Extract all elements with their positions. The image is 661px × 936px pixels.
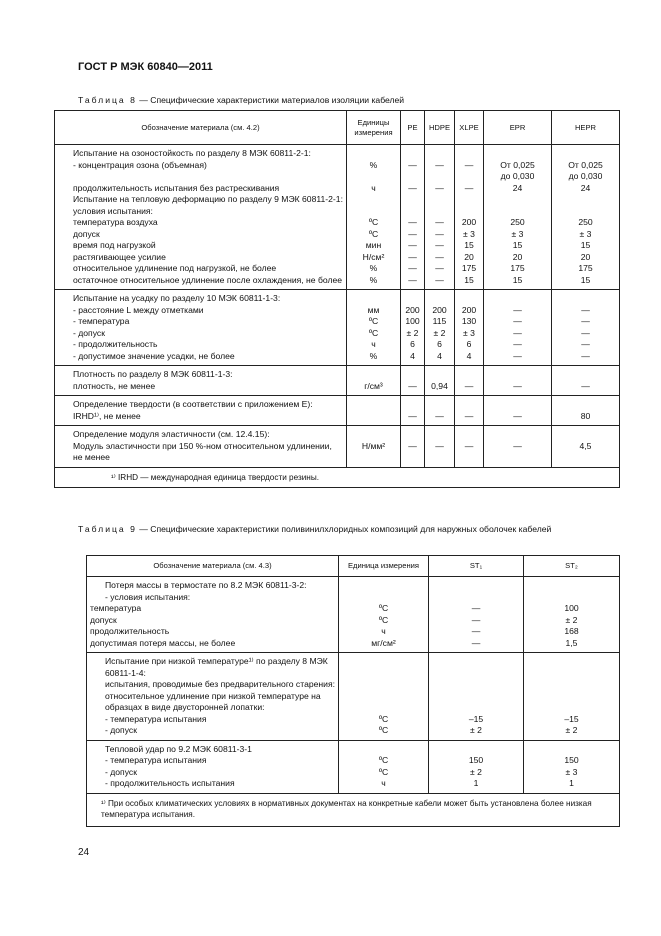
- t8-cell-unit: [347, 194, 401, 206]
- t8-cell-hdpe: —: [425, 229, 455, 241]
- t8-cell-text: продолжительность испытания без растрескивания: [55, 183, 347, 195]
- t8-cell-text: - допуск: [55, 328, 347, 340]
- t8-cell-xlpe: —: [455, 183, 484, 195]
- t8-cell-epr: 15: [484, 240, 552, 252]
- t9-cell-text: испытания, проводимые без предварительного старения:: [87, 679, 339, 691]
- t9-cell-st2: [524, 691, 620, 714]
- t8-cell-hepr: 80: [552, 411, 620, 426]
- t8-cell-epr: 24: [484, 183, 552, 195]
- t8-cell-hdpe: [425, 396, 455, 411]
- t9-cell-st2: [524, 653, 620, 680]
- t9-cell-unit: [339, 691, 429, 714]
- t8-cell-hdpe: —: [425, 275, 455, 290]
- t8-cell-epr: —: [484, 351, 552, 366]
- t9-row: [87, 615, 620, 627]
- t8-cell-xlpe: 4: [455, 351, 484, 366]
- t9-cell-st1: —: [429, 603, 524, 615]
- t9-cell-st1: ± 2: [429, 725, 524, 740]
- t8-cell-text: - продолжительность: [55, 339, 347, 351]
- t8-cell-pe: [401, 426, 425, 441]
- t8-cell-text: Плотность по разделу 8 МЭК 60811-1-3:: [55, 366, 347, 381]
- t9-row: [87, 725, 620, 740]
- t9-cell-text: относительное удлинение при низкой температуре на образцах в виде двусторонней лопатки:: [87, 691, 339, 714]
- t8-row: [55, 290, 620, 305]
- t9-cell-st2: [524, 577, 620, 592]
- t8-row: [55, 351, 620, 366]
- t8-cell-hdpe: [425, 206, 455, 218]
- t8-cell-pe: —: [401, 252, 425, 264]
- t8-cell-hepr: ± 3: [552, 229, 620, 241]
- t8-row: [55, 366, 620, 381]
- t8-cell-unit: ºC: [347, 217, 401, 229]
- t8-row: [55, 263, 620, 275]
- t9-cell-text: Испытание при низкой температуре¹⁾ по разделу 8 МЭК 60811-1-4:: [87, 653, 339, 680]
- t8-row: [55, 194, 620, 206]
- t8-cell-hepr: [552, 206, 620, 218]
- t9-cell-st1: 150: [429, 755, 524, 767]
- table9-caption: [78, 523, 618, 536]
- t8-cell-xlpe: 130: [455, 316, 484, 328]
- t8-cell-hdpe: —: [425, 160, 455, 183]
- t8-cell-text: Определение твердости (в соответствии с приложением Е):: [55, 396, 347, 411]
- t8-row: [55, 160, 620, 183]
- t8-cell-unit: ч: [347, 183, 401, 195]
- t9-cell-text: - допуск: [87, 767, 339, 779]
- t8-cell-text: - температура: [55, 316, 347, 328]
- t9-cell-st1: 1: [429, 778, 524, 793]
- t8-cell-hepr: 175: [552, 263, 620, 275]
- t8-cell-hepr: 4,5: [552, 441, 620, 468]
- table9-body: [87, 577, 620, 794]
- t8-cell-pe: —: [401, 217, 425, 229]
- t8-cell-hepr: —: [552, 339, 620, 351]
- t9-cell-unit: [339, 740, 429, 755]
- t8-cell-hdpe: 0,94: [425, 381, 455, 396]
- t9-cell-st2: 1: [524, 778, 620, 793]
- t9-header-st2: ST₂: [524, 556, 620, 577]
- t8-cell-unit: мин: [347, 240, 401, 252]
- t8-cell-xlpe: 15: [455, 275, 484, 290]
- t8-cell-pe: —: [401, 411, 425, 426]
- t8-cell-text: Модуль эластичности при 150 %-ном относительном удлинении, не менее: [55, 441, 347, 468]
- t8-cell-unit: Н/см²: [347, 252, 401, 264]
- t8-cell-hepr: [552, 426, 620, 441]
- t8-cell-epr: —: [484, 411, 552, 426]
- t9-cell-text: - температура испытания: [87, 714, 339, 726]
- t8-cell-text: Определение модуля эластичности (см. 12.4.15):: [55, 426, 347, 441]
- t8-cell-hepr: —: [552, 328, 620, 340]
- t9-cell-unit: ºC: [339, 767, 429, 779]
- t8-cell-text: Испытание на озоностойкость по разделу 8 МЭК 60811-2-1:: [55, 145, 347, 160]
- t8-cell-pe: [401, 396, 425, 411]
- t9-cell-text: - допуск: [87, 725, 339, 740]
- page-number: 24: [78, 847, 90, 858]
- t8-cell-epr: [484, 366, 552, 381]
- t8-cell-hepr: —: [552, 381, 620, 396]
- t9-header-st1: ST₁: [429, 556, 524, 577]
- t9-row: [87, 653, 620, 680]
- t8-cell-hepr: От 0,025 до 0,030: [552, 160, 620, 183]
- t8-cell-epr: [484, 145, 552, 160]
- t9-cell-st1: [429, 679, 524, 691]
- table8-title: — Специфические характеристики материалов изоляции кабелей: [136, 95, 405, 105]
- t8-cell-xlpe: —: [455, 160, 484, 183]
- t8-cell-epr: —: [484, 339, 552, 351]
- t8-cell-hepr: [552, 290, 620, 305]
- table8-label: Таблица 8: [78, 95, 137, 105]
- table9-title: — Специфические характеристики поливинилхлоридных композиций для наружных оболочек кабелей: [136, 524, 552, 534]
- t9-cell-text: Тепловой удар по 9.2 МЭК 60811-3-1: [87, 740, 339, 755]
- t9-cell-st1: [429, 653, 524, 680]
- t8-cell-xlpe: 15: [455, 240, 484, 252]
- t9-row: [87, 714, 620, 726]
- t8-row: [55, 145, 620, 160]
- t9-cell-unit: ºC: [339, 603, 429, 615]
- t9-row: [87, 740, 620, 755]
- t9-cell-st2: 168: [524, 626, 620, 638]
- table9-footnote: ¹⁾ При особых климатических условиях в нормативных документах на конкретные кабели может быть установлена более низкая температура испытания.: [87, 793, 620, 826]
- t9-cell-st1: ± 2: [429, 767, 524, 779]
- t8-cell-epr: 175: [484, 263, 552, 275]
- t8-row: [55, 411, 620, 426]
- t8-cell-hepr: [552, 145, 620, 160]
- document-title: ГОСТ Р МЭК 60840—2011: [78, 61, 213, 73]
- t8-header-epr: EPR: [484, 111, 552, 145]
- t9-row: [87, 755, 620, 767]
- t8-cell-pe: [401, 290, 425, 305]
- t8-header-unit: Единицы измерения: [347, 111, 401, 145]
- t9-cell-st2: 100: [524, 603, 620, 615]
- t8-header-material: Обозначение материала (см. 4.2): [55, 111, 347, 145]
- t8-row: [55, 240, 620, 252]
- t8-cell-pe: —: [401, 229, 425, 241]
- t8-cell-hdpe: [425, 426, 455, 441]
- t8-cell-hdpe: 6: [425, 339, 455, 351]
- t8-cell-pe: 4: [401, 351, 425, 366]
- t9-cell-text: Потеря массы в термостате по 8.2 МЭК 60811-3-2:: [87, 577, 339, 592]
- t8-cell-text: - допустимое значение усадки, не более: [55, 351, 347, 366]
- t8-cell-pe: —: [401, 160, 425, 183]
- t9-row: [87, 638, 620, 653]
- t8-cell-epr: —: [484, 441, 552, 468]
- t8-cell-text: растягивающее усилие: [55, 252, 347, 264]
- t8-row: [55, 426, 620, 441]
- t8-cell-hepr: 250: [552, 217, 620, 229]
- t8-cell-epr: 20: [484, 252, 552, 264]
- t8-cell-xlpe: 200: [455, 217, 484, 229]
- t8-cell-hepr: 15: [552, 240, 620, 252]
- t8-row: [55, 381, 620, 396]
- t9-header-unit: Единица измерения: [339, 556, 429, 577]
- t8-row: [55, 217, 620, 229]
- t8-cell-unit: [347, 411, 401, 426]
- t8-cell-pe: —: [401, 183, 425, 195]
- t8-cell-hdpe: —: [425, 411, 455, 426]
- t9-cell-unit: [339, 653, 429, 680]
- t8-cell-pe: ± 2: [401, 328, 425, 340]
- t8-cell-text: условия испытания:: [55, 206, 347, 218]
- t8-cell-hepr: [552, 366, 620, 381]
- t8-cell-hdpe: 115: [425, 316, 455, 328]
- t9-cell-st2: [524, 740, 620, 755]
- t8-header-hdpe: HDPE: [425, 111, 455, 145]
- t8-cell-unit: %: [347, 275, 401, 290]
- t8-cell-hdpe: [425, 145, 455, 160]
- t9-cell-st1: —: [429, 626, 524, 638]
- table8-caption: [78, 94, 588, 107]
- t9-cell-text: температура: [87, 603, 339, 615]
- t8-cell-epr: —: [484, 328, 552, 340]
- t9-cell-unit: ч: [339, 626, 429, 638]
- t9-cell-unit: [339, 592, 429, 604]
- t8-cell-hdpe: [425, 194, 455, 206]
- t8-cell-hepr: —: [552, 351, 620, 366]
- t8-cell-text: Испытание на тепловую деформацию по разделу 9 МЭК 60811-2-1:: [55, 194, 347, 206]
- t8-row: [55, 339, 620, 351]
- t8-row: [55, 229, 620, 241]
- t8-row: [55, 206, 620, 218]
- t8-cell-xlpe: 200: [455, 305, 484, 317]
- t8-row: [55, 252, 620, 264]
- t8-cell-epr: —: [484, 305, 552, 317]
- t9-cell-text: допустимая потеря массы, не более: [87, 638, 339, 653]
- t8-cell-unit: [347, 290, 401, 305]
- t8-cell-epr: От 0,025 до 0,030: [484, 160, 552, 183]
- t8-cell-text: остаточное относительное удлинение после охлаждения, не более: [55, 275, 347, 290]
- t8-header-pe: PE: [401, 111, 425, 145]
- t8-cell-hepr: 20: [552, 252, 620, 264]
- t9-cell-st1: [429, 740, 524, 755]
- t8-cell-hdpe: 4: [425, 351, 455, 366]
- t8-cell-hdpe: —: [425, 183, 455, 195]
- t9-cell-st1: —: [429, 638, 524, 653]
- t8-cell-unit: мм: [347, 305, 401, 317]
- t9-row: [87, 626, 620, 638]
- t9-cell-st1: [429, 592, 524, 604]
- t8-cell-xlpe: ± 3: [455, 328, 484, 340]
- t8-cell-text: - расстояние L между отметками: [55, 305, 347, 317]
- t8-cell-epr: [484, 396, 552, 411]
- t9-cell-unit: ºC: [339, 714, 429, 726]
- t8-cell-xlpe: [455, 426, 484, 441]
- t8-cell-text: Испытание на усадку по разделу 10 МЭК 60811-1-3:: [55, 290, 347, 305]
- t9-row: [87, 679, 620, 691]
- t8-cell-xlpe: [455, 194, 484, 206]
- t8-cell-unit: %: [347, 351, 401, 366]
- t8-cell-pe: 6: [401, 339, 425, 351]
- t9-header-material: Обозначение материала (см. 4.3): [87, 556, 339, 577]
- t9-cell-st1: –15: [429, 714, 524, 726]
- t8-cell-xlpe: [455, 290, 484, 305]
- t8-row: [55, 316, 620, 328]
- t8-cell-text: допуск: [55, 229, 347, 241]
- t9-cell-st2: 1,5: [524, 638, 620, 653]
- t8-cell-unit: Н/мм²: [347, 441, 401, 468]
- t8-cell-unit: ºC: [347, 328, 401, 340]
- t8-cell-xlpe: 175: [455, 263, 484, 275]
- t9-row: [87, 603, 620, 615]
- t8-row: [55, 183, 620, 195]
- t8-cell-hepr: [552, 396, 620, 411]
- t9-row: [87, 577, 620, 592]
- t9-cell-st1: [429, 577, 524, 592]
- t8-cell-epr: 15: [484, 275, 552, 290]
- t9-cell-unit: [339, 679, 429, 691]
- t8-cell-hdpe: 200: [425, 305, 455, 317]
- t8-cell-text: IRHD¹⁾, не менее: [55, 411, 347, 426]
- t9-cell-st2: –15: [524, 714, 620, 726]
- t8-cell-unit: [347, 206, 401, 218]
- t8-cell-hepr: [552, 194, 620, 206]
- t8-cell-epr: [484, 426, 552, 441]
- t8-cell-unit: [347, 396, 401, 411]
- t8-cell-epr: [484, 290, 552, 305]
- t8-cell-xlpe: 20: [455, 252, 484, 264]
- t8-cell-pe: [401, 366, 425, 381]
- t9-cell-text: - температура испытания: [87, 755, 339, 767]
- t8-cell-text: время под нагрузкой: [55, 240, 347, 252]
- t8-cell-unit: [347, 366, 401, 381]
- t9-cell-st2: 150: [524, 755, 620, 767]
- t9-row: [87, 691, 620, 714]
- t8-cell-unit: %: [347, 263, 401, 275]
- t8-cell-epr: [484, 194, 552, 206]
- t8-row: [55, 396, 620, 411]
- t8-cell-pe: —: [401, 263, 425, 275]
- t8-cell-unit: [347, 145, 401, 160]
- t8-cell-hepr: —: [552, 305, 620, 317]
- t9-row: [87, 767, 620, 779]
- t8-row: [55, 441, 620, 468]
- t8-cell-hdpe: —: [425, 263, 455, 275]
- t9-row: [87, 592, 620, 604]
- t8-cell-epr: —: [484, 316, 552, 328]
- t8-cell-unit: ч: [347, 339, 401, 351]
- t9-row: [87, 778, 620, 793]
- t9-cell-st1: [429, 691, 524, 714]
- t8-cell-unit: г/см³: [347, 381, 401, 396]
- t8-cell-epr: —: [484, 381, 552, 396]
- t8-cell-pe: [401, 145, 425, 160]
- table9-label: Таблица 9: [78, 524, 137, 534]
- t8-cell-hdpe: —: [425, 217, 455, 229]
- t8-cell-hdpe: —: [425, 441, 455, 468]
- t8-cell-hepr: —: [552, 316, 620, 328]
- t9-cell-st2: [524, 679, 620, 691]
- t8-row: [55, 328, 620, 340]
- t9-cell-text: - условия испытания:: [87, 592, 339, 604]
- t8-cell-hepr: 24: [552, 183, 620, 195]
- t8-cell-hdpe: —: [425, 240, 455, 252]
- t9-cell-unit: ч: [339, 778, 429, 793]
- t9-cell-text: - продолжительность испытания: [87, 778, 339, 793]
- t8-cell-xlpe: 6: [455, 339, 484, 351]
- t8-cell-xlpe: ± 3: [455, 229, 484, 241]
- t8-cell-epr: [484, 206, 552, 218]
- t8-cell-pe: [401, 194, 425, 206]
- t8-row: [55, 305, 620, 317]
- t9-cell-st1: —: [429, 615, 524, 627]
- t8-cell-unit: [347, 426, 401, 441]
- table8-footnote: ¹⁾ IRHD — международная единица твердости резины.: [55, 467, 620, 488]
- t9-cell-unit: мг/см²: [339, 638, 429, 653]
- table9: [86, 555, 620, 827]
- t8-cell-pe: —: [401, 275, 425, 290]
- t8-cell-pe: —: [401, 240, 425, 252]
- t9-cell-st2: [524, 592, 620, 604]
- t8-cell-pe: —: [401, 381, 425, 396]
- t8-cell-pe: [401, 206, 425, 218]
- t9-cell-text: продолжительность: [87, 626, 339, 638]
- t8-cell-hdpe: —: [425, 252, 455, 264]
- t8-row: [55, 275, 620, 290]
- t8-cell-text: температура воздуха: [55, 217, 347, 229]
- t8-cell-text: - концентрация озона (объемная): [55, 160, 347, 183]
- t8-header-hepr: HEPR: [552, 111, 620, 145]
- t8-cell-hdpe: ± 2: [425, 328, 455, 340]
- table8: [54, 110, 620, 488]
- t8-cell-unit: %: [347, 160, 401, 183]
- t8-cell-epr: ± 3: [484, 229, 552, 241]
- t8-cell-xlpe: —: [455, 441, 484, 468]
- t8-cell-pe: —: [401, 441, 425, 468]
- t8-cell-hdpe: [425, 366, 455, 381]
- t8-cell-xlpe: [455, 366, 484, 381]
- t8-cell-xlpe: —: [455, 411, 484, 426]
- t9-cell-st2: ± 3: [524, 767, 620, 779]
- t9-cell-text: допуск: [87, 615, 339, 627]
- t8-header-xlpe: XLPE: [455, 111, 484, 145]
- t8-cell-pe: 100: [401, 316, 425, 328]
- t8-cell-xlpe: [455, 145, 484, 160]
- t9-cell-unit: ºC: [339, 615, 429, 627]
- t8-cell-epr: 250: [484, 217, 552, 229]
- t9-cell-st2: ± 2: [524, 615, 620, 627]
- t8-cell-hepr: 15: [552, 275, 620, 290]
- t9-cell-st2: ± 2: [524, 725, 620, 740]
- t8-cell-xlpe: —: [455, 381, 484, 396]
- t8-cell-hdpe: [425, 290, 455, 305]
- t8-cell-unit: ºC: [347, 316, 401, 328]
- t8-cell-xlpe: [455, 206, 484, 218]
- t8-cell-text: плотность, не менее: [55, 381, 347, 396]
- t9-cell-unit: ºC: [339, 755, 429, 767]
- t8-cell-unit: ºC: [347, 229, 401, 241]
- t8-cell-pe: 200: [401, 305, 425, 317]
- t8-cell-text: относительное удлинение под нагрузкой, не более: [55, 263, 347, 275]
- t9-cell-unit: [339, 577, 429, 592]
- table8-body: [55, 145, 620, 468]
- t8-cell-xlpe: [455, 396, 484, 411]
- t9-cell-unit: ºC: [339, 725, 429, 740]
